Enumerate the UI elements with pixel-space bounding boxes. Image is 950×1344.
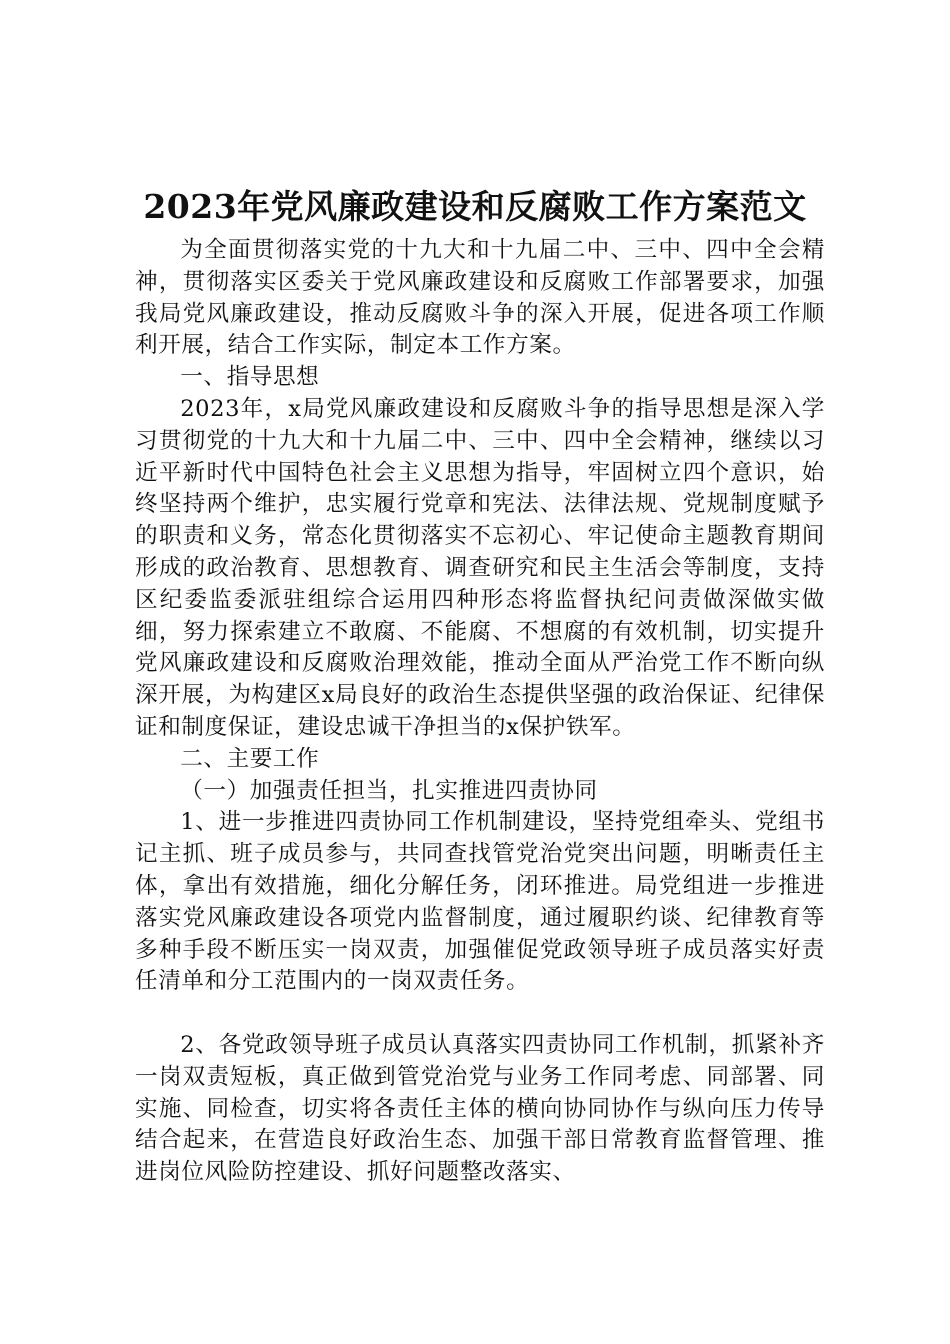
section-heading-main-work: 二、主要工作: [180, 745, 320, 772]
item-paragraph-2: 2、各党政领导班子成员认真落实四责协同工作机制，抓紧补齐一岗双责短板，真正做到管党治党与业务工作同考虑、同部署、同实施、同检查，切实将各责任主体的横向协同协作与纵向压力传导结合起来，在营造良好政治生态、加强干部日常教育监督管理、推进岗位风险防控建设、抓好问题整改落实、: [135, 1031, 825, 1186]
guiding-thought-paragraph: 2023年，x局党风廉政建设和反腐败斗争的指导思想是深入学习贯彻党的十九大和十九届二中、三中、四中全会精神，继续以习近平新时代中国特色社会主义思想为指导，牢固树立四个意识，始终坚持两个维护，忠实履行党章和宪法、法律法规、党规制度赋予的职责和义务，常态化贯彻落实不忘初心、牢记使命主题教育期间形成的政治教育、思想教育、调查研究和民主生活会等制度，支持区纪委监委派驻组综合运用四种形态将监督执纪问责做深做实做细，努力探索建立不敢腐、不能腐、不想腐的有效机制，切实提升党风廉政建设和反腐败治理效能，推动全面从严治党工作不断向纵深开展，为构建区x局良好的政治生态提供坚强的政治保证、纪律保证和制度保证，建设忠诚干净担当的x保护铁军。: [135, 395, 825, 740]
item-paragraph-1: 1、进一步推进四责协同工作机制建设，坚持党组牵头、党组书记主抓、班子成员参与，共同查找管党治党突出问题，明晰责任主体，拿出有效措施，细化分解任务，闭环推进。局党组进一步推进落实党风廉政建设各项党内监督制度，通过履职约谈、纪律教育等多种手段不断压实一岗双责，加强催促党政领导班子成员落实好责任清单和分工范围内的一岗双责任务。: [135, 809, 825, 995]
subsection-heading-responsibility: （一）加强责任担当，扎实推进四责协同: [180, 777, 598, 804]
section-heading-guiding-thought: 一、指导思想: [180, 364, 320, 391]
document-title: 2023年党风廉政建设和反腐败工作方案范文: [143, 187, 807, 226]
document-body: [135, 235, 825, 1189]
intro-paragraph: 为全面贯彻落实党的十九大和十九届二中、三中、四中全会精神，贯彻落实区委关于党风廉政建设和反腐败工作部署要求，加强我局党风廉政建设，推动反腐败斗争的深入开展，促进各项工作顺利开展，结合工作实际，制定本工作方案。: [135, 237, 825, 359]
